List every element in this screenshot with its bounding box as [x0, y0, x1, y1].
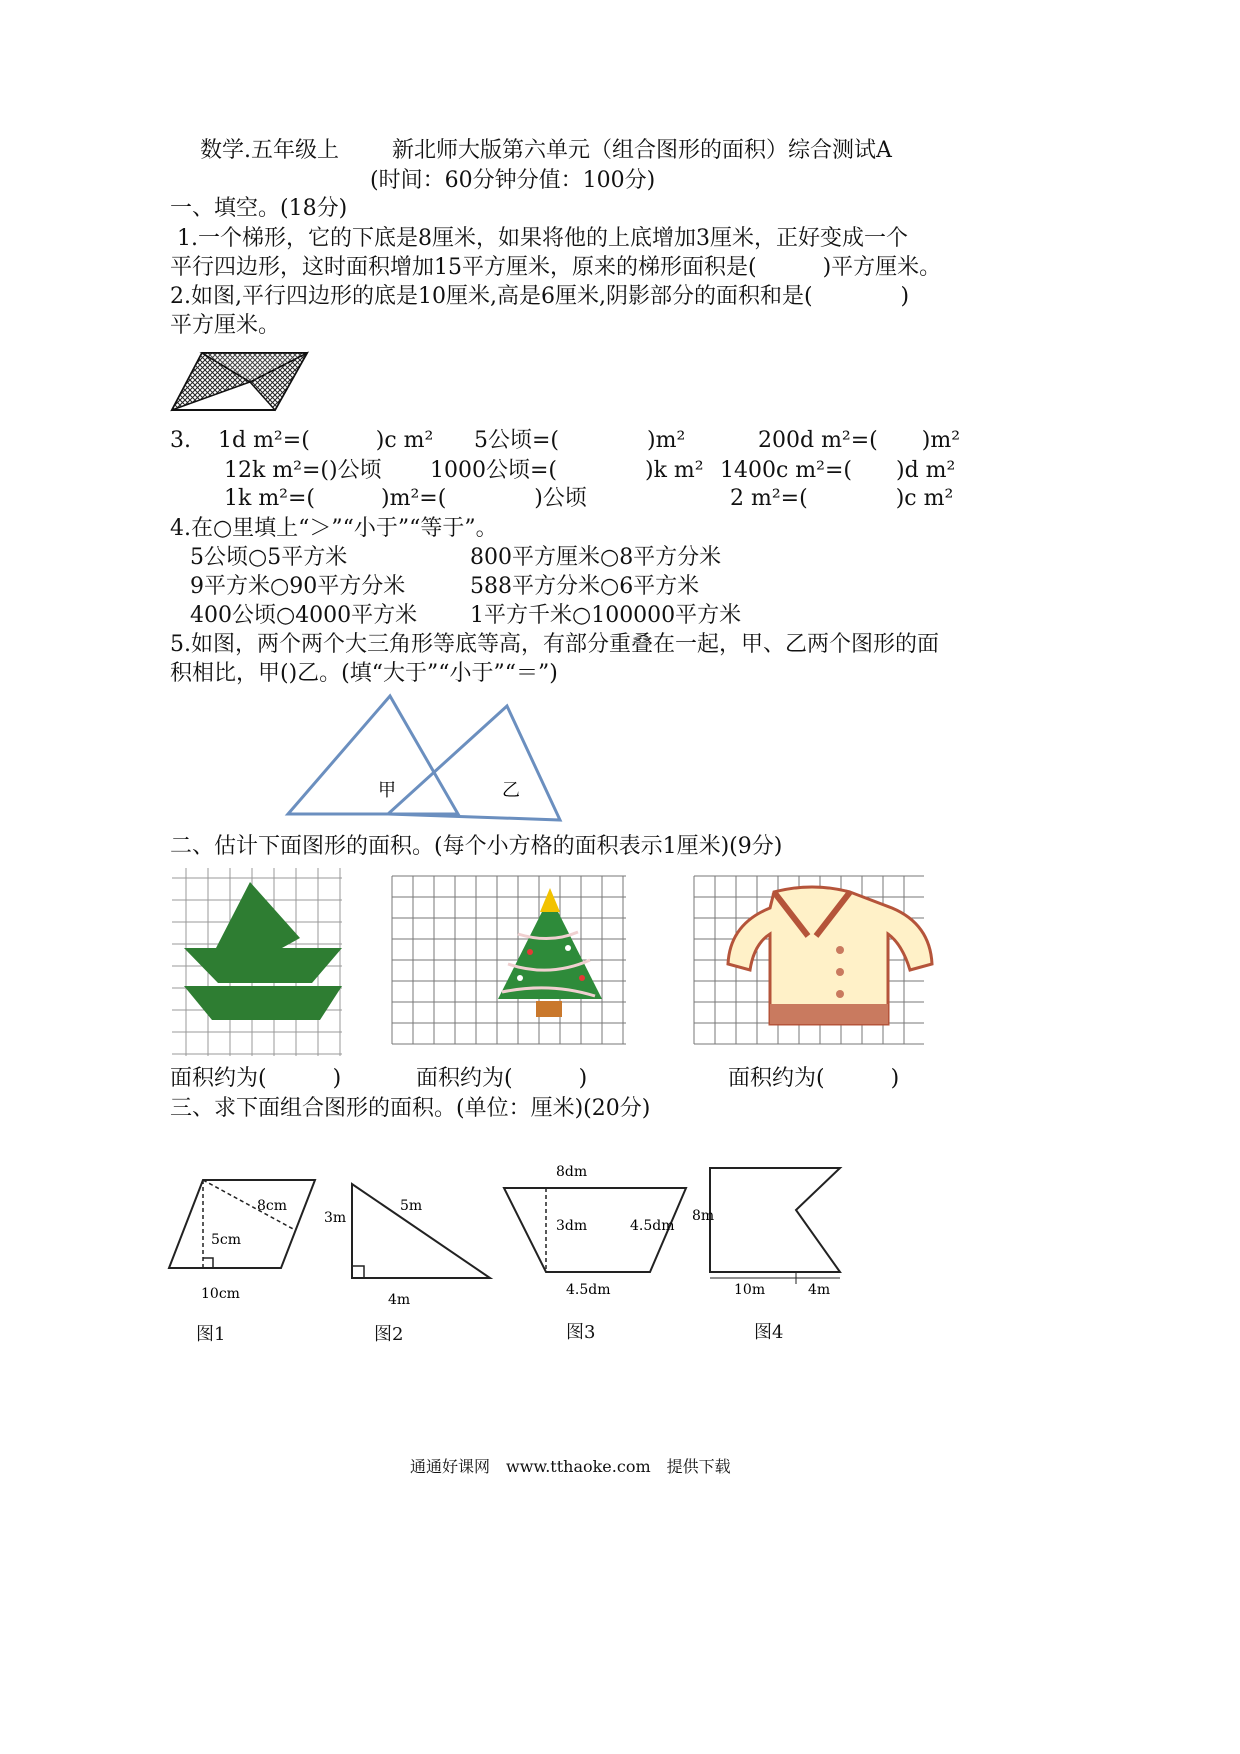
fig4-composite: [690, 1162, 850, 1302]
fig2-triangle: [322, 1180, 494, 1310]
footer-credit: 通通好课网 www.tthaoke.com 提供下载: [410, 1457, 731, 1476]
fig3-top-label: 8dm: [556, 1164, 588, 1180]
q3-cell: 1400c m²=( )d m²: [720, 458, 956, 483]
title-left: 数学.五年级上: [200, 138, 339, 163]
q3-cell: 1k m²=( )m²=( )公顷: [224, 486, 587, 511]
q3-cell: 2 m²=( )c m²: [730, 486, 954, 511]
estimate-answer-2: 面积约为( ): [416, 1066, 588, 1091]
fig3-trapezoid: [500, 1158, 690, 1303]
q3-cell: 5公顷=( )m²: [474, 428, 686, 453]
q3-cell: 200d m²=( )m²: [758, 428, 961, 453]
fig1-base-label: 10cm: [201, 1286, 240, 1302]
q4-item: 5公顷○5平方米: [190, 545, 348, 570]
fig1-diag-label: 8cm: [257, 1198, 288, 1214]
q3-cell: 12k m²=()公顷: [224, 458, 382, 483]
fig1-caption: 图1: [196, 1324, 226, 1345]
estimate-answer-1: 面积约为( ): [170, 1066, 342, 1091]
christmas-tree-grid-figure: [390, 874, 628, 1046]
q2-line2: 平方厘米。: [170, 313, 281, 338]
fig1-height-label: 5cm: [211, 1232, 242, 1248]
fig4-height-label: 8m: [692, 1208, 715, 1224]
fig3-caption: 图3: [566, 1322, 596, 1343]
parallelogram-figure: [170, 350, 310, 415]
fig1-parallelogram: [165, 1170, 325, 1310]
fig2-height-label: 3m: [324, 1210, 347, 1226]
fig3-side-label: 4.5dm: [630, 1218, 675, 1234]
q2-line1: 2.如图,平行四边形的底是10厘米,高是6厘米,阴影部分的面积和是( ): [170, 284, 910, 309]
fig3-bottom-label: 4.5dm: [566, 1282, 611, 1298]
q3-cell: 1d m²=( )c m²: [218, 428, 434, 453]
label-jia: 甲: [378, 780, 396, 801]
fig4-base2-label: 4m: [808, 1282, 831, 1298]
fig2-base-label: 4m: [388, 1292, 411, 1308]
q5-line2: 积相比，甲()乙。(填“大于”“小于”“＝”): [170, 661, 558, 686]
subtitle: (时间：60分钟分值：100分): [370, 168, 656, 193]
jacket-grid-figure: [692, 874, 934, 1046]
fig2-caption: 图2: [374, 1324, 404, 1345]
label-yi: 乙: [502, 780, 520, 801]
fig3-height-label: 3dm: [556, 1218, 588, 1234]
q3-cell: 1000公顷=( )k m²: [430, 458, 704, 483]
section3-heading: 三、求下面组合图形的面积。(单位：厘米)(20分): [170, 1096, 651, 1121]
q4-item: 1平方千米○100000平方米: [470, 603, 742, 628]
q4-item: 9平方米○90平方分米: [190, 574, 406, 599]
q4-item: 588平方分米○6平方米: [470, 574, 700, 599]
estimate-answer-3: 面积约为( ): [728, 1066, 900, 1091]
q1-line2: 平行四边形，这时面积增加15平方厘米，原来的梯形面积是( )平方厘米。: [170, 255, 942, 280]
q4-item: 800平方厘米○8平方分米: [470, 545, 722, 570]
boat-grid-figure: [172, 868, 344, 1058]
q4-title: 4.在○里填上“＞”“小于”“等于”。: [170, 516, 498, 541]
q3-number: 3.: [170, 428, 191, 453]
overlapping-triangles-figure: [280, 690, 570, 825]
fig2-hyp-label: 5m: [400, 1198, 423, 1214]
q1-line1: 1.一个梯形，它的下底是8厘米，如果将他的上底增加3厘米，正好变成一个: [170, 226, 908, 251]
q5-line1: 5.如图，两个两个大三角形等底等高，有部分重叠在一起，甲、乙两个图形的面: [170, 632, 939, 657]
section1-heading: 一、填空。(18分): [170, 196, 348, 221]
title-right: 新北师大版第六单元（组合图形的面积）综合测试A: [392, 138, 892, 163]
q4-item: 400公顷○4000平方米: [190, 603, 418, 628]
fig4-base1-label: 10m: [734, 1282, 766, 1298]
fig4-caption: 图4: [754, 1322, 784, 1343]
section2-heading: 二、估计下面图形的面积。(每个小方格的面积表示1厘米)(9分): [170, 834, 783, 859]
